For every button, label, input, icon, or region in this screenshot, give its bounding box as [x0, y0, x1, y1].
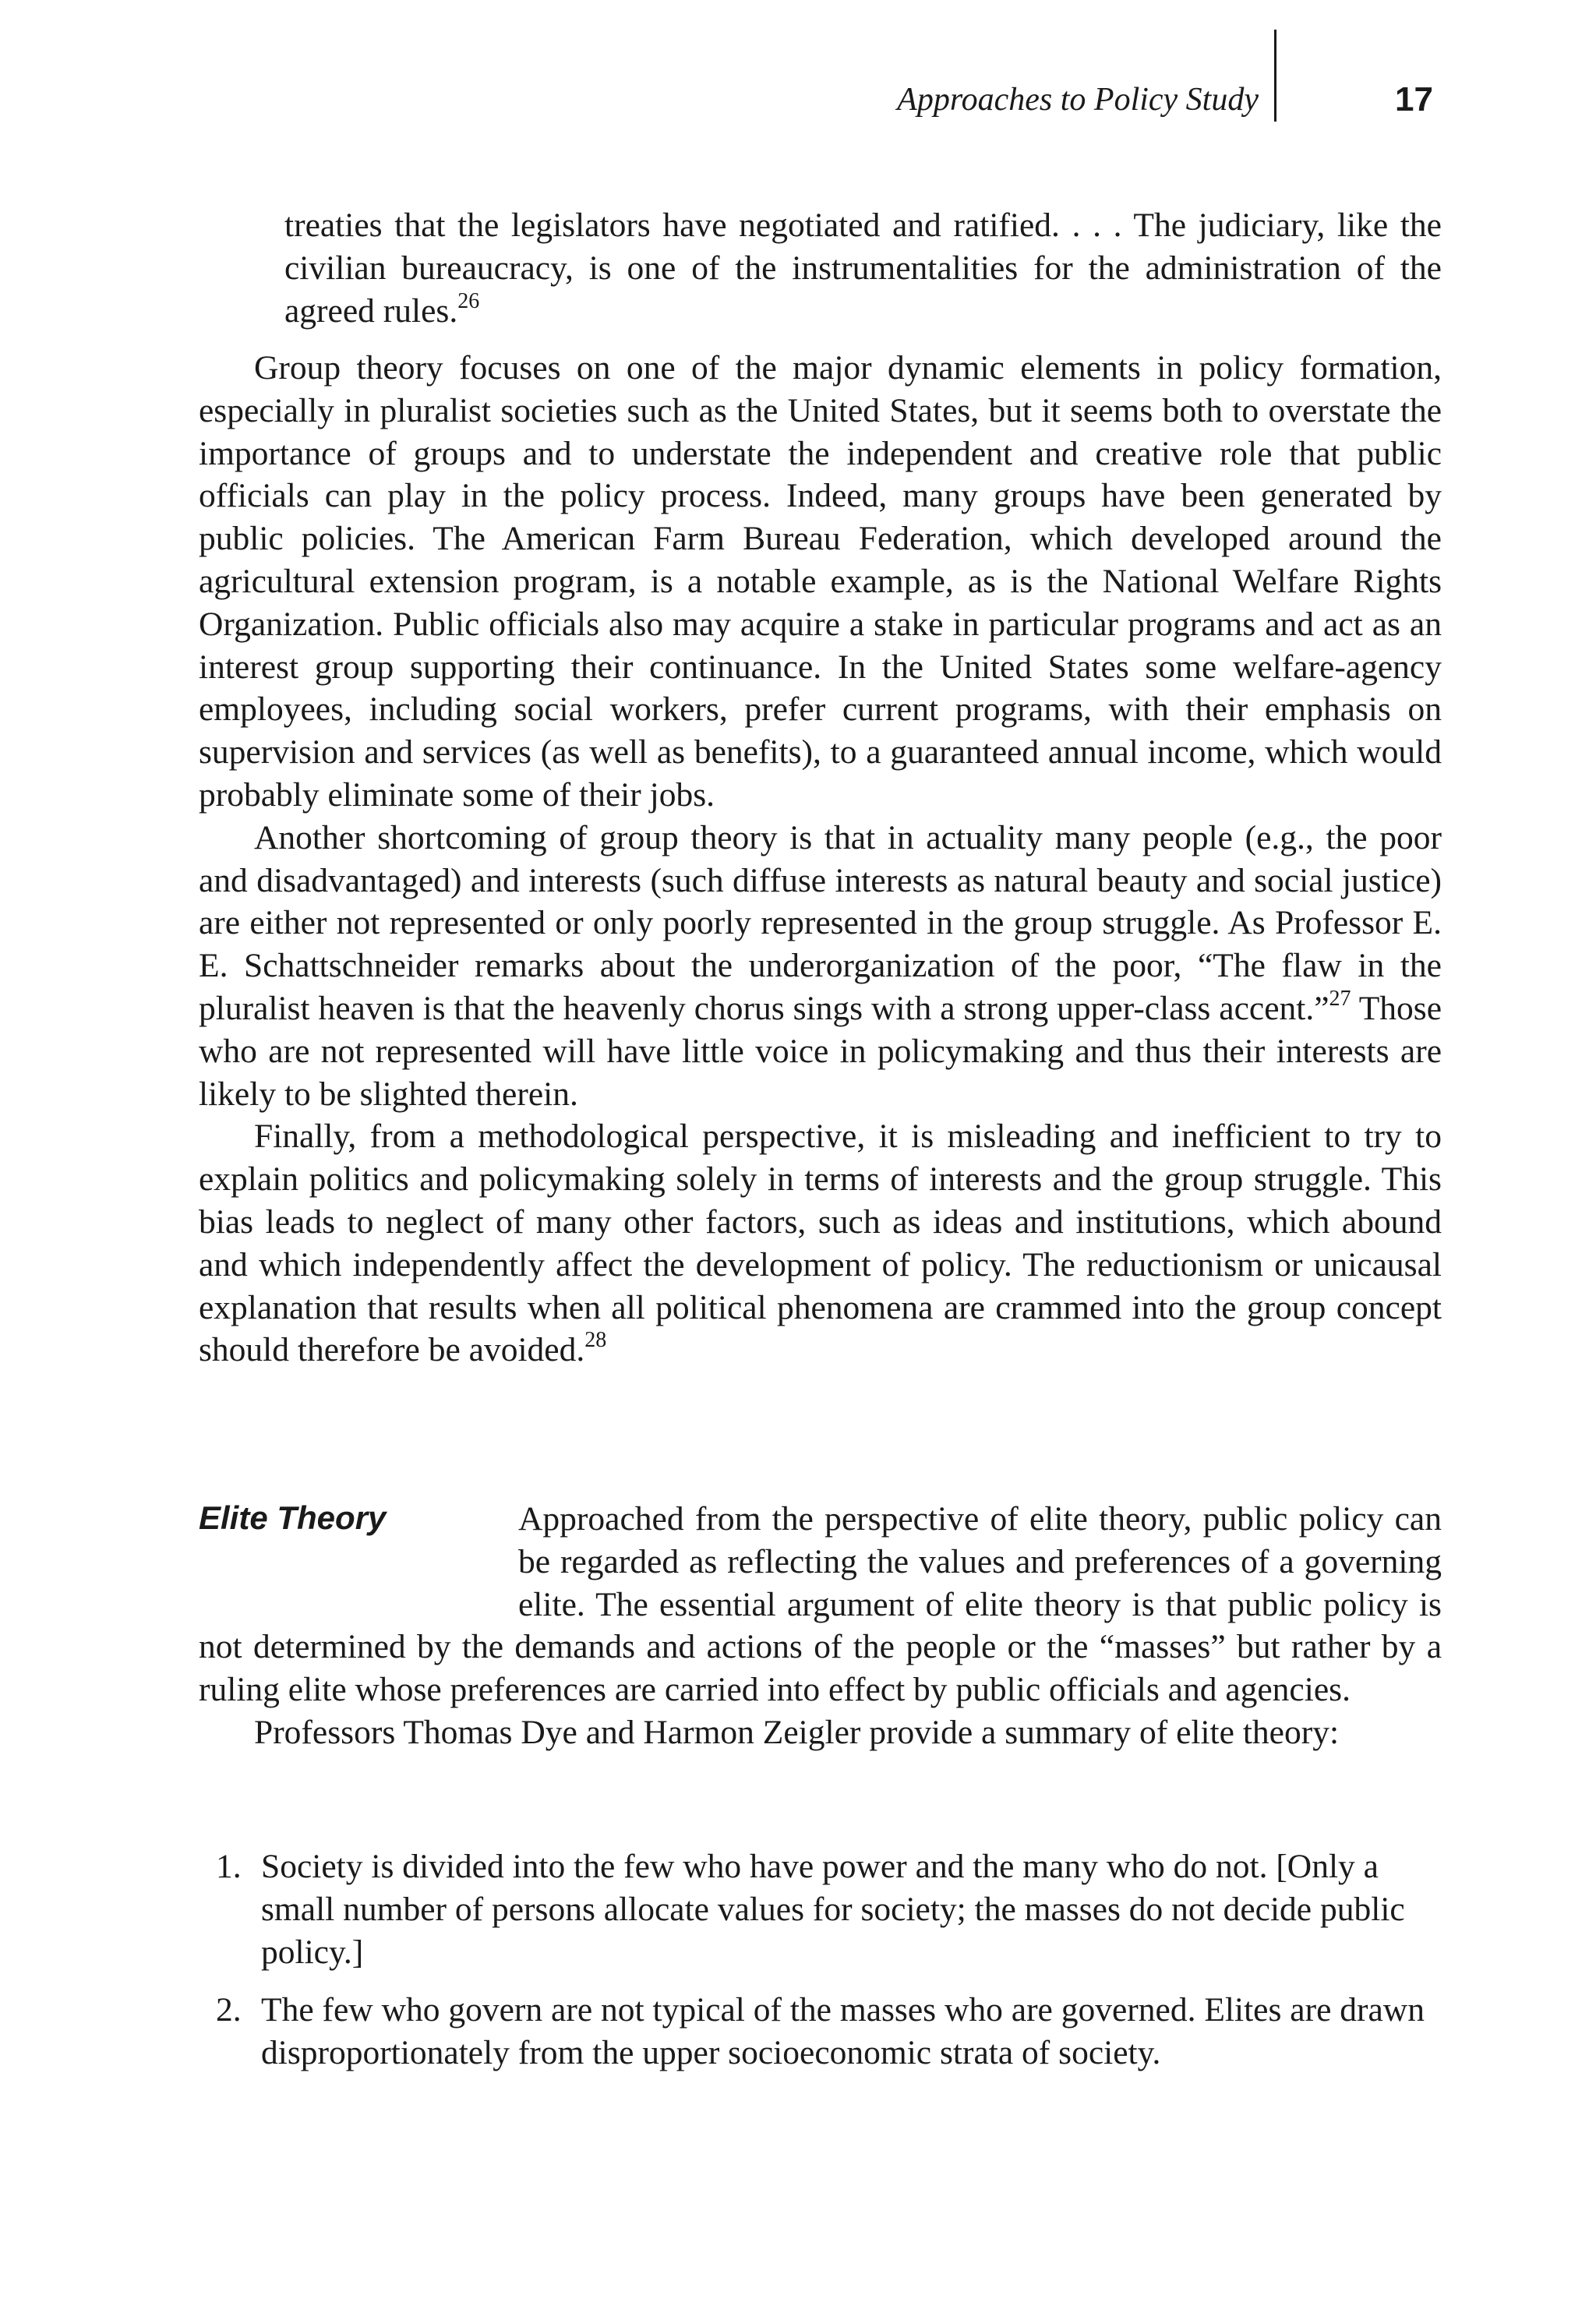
block-quote [284, 204, 1442, 332]
paragraph [199, 817, 1442, 1116]
list-number: 1. [216, 1848, 242, 1885]
group-theory-critique [199, 347, 1442, 1372]
paragraph: Approached from the perspective of elite theory, public policy can be regarded as reflecting the values and preferences of a governing elite. The essential argument of elite theory is that public policy is not determined by the demands and actions of the people or the “masses” but rather by a ruling elite whose preferences are carried into effect by public officials and agencies. [199, 1500, 1442, 1709]
footnote-ref: 28 [584, 1328, 607, 1353]
numbered-list [199, 1845, 1442, 2090]
page-number: 17 [1395, 80, 1433, 118]
quote-text: treaties that the legislators have negotiated and ratified. . . . The judiciary, like the civilian bureaucracy, is one of the instrumentalities for the administration of the agreed rules. [284, 207, 1442, 330]
section-heading: Elite Theory [199, 1499, 387, 1536]
list-item [199, 1989, 1442, 2075]
paragraph-text: Finally, from a methodological perspective, it is misleading and inefficient to try to explain politics and policymaking solely in terms of interests and the group struggle. This bias leads to neglect of many other factors, such as ideas and institutions, which abound and which independently affect the development of policy. The reductionism or unicausal explanation that results when all political phenomena are crammed into the group concept should therefore be avoided. [199, 1118, 1442, 1369]
paragraph: Professors Thomas Dye and Harmon Zeigler provide a summary of elite theory: [254, 1713, 1340, 1751]
list-item [199, 1845, 1442, 1973]
paragraph-text: Those who are not represented will have little voice in policymaking and thus their interests are likely to be slighted therein. [199, 989, 1442, 1113]
list-text: The few who govern are not typical of the masses who are governed. Elites are drawn disproportionately from the upper socioeconomic strata of society. [261, 1991, 1425, 2072]
paragraph [199, 1115, 1442, 1372]
header-rule [1274, 30, 1276, 122]
paragraph-text: Another shortcoming of group theory is that in actuality many people (e.g., the poor and disadvantaged) and interests (such diffuse interests as natural beauty and social justice) are either not represented or only poorly represented in the group struggle. As Professor E. E. Schattschneider remarks about the underorganization of the poor, “The flaw in the pluralist heaven is that the heavenly chorus sings with a strong upper-class accent.” [199, 818, 1442, 1027]
elite-theory-section [199, 1498, 1442, 1754]
footnote-ref: 27 [1329, 986, 1351, 1011]
list-number: 2. [216, 1991, 242, 2029]
list-text: Society is divided into the few who have power and the many who do not. [Only a small number of persons allocate values for society; the masses do not decide public policy.] [261, 1848, 1405, 1971]
footnote-ref: 26 [457, 288, 480, 313]
paragraph: Group theory focuses on one of the major dynamic elements in policy formation, especially in pluralist societies such as the United States, but it seems both to overstate the importance of groups and to understate the independent and creative role that public officials can play in the policy process. Indeed, many groups have been generated by public policies. The American Farm Bureau Federation, which developed around the agricultural extension program, is a notable example, as is the National Welfare Rights Organization. Public officials also may acquire a stake in particular programs and act as an interest group supporting their continuance. In the United States some welfare-agency employees, including social workers, prefer current programs, with their emphasis on supervision and services (as well as benefits), to a guaranteed annual income, which would probably eliminate some of their jobs. [199, 349, 1442, 814]
running-title: Approaches to Policy Study [897, 82, 1259, 118]
